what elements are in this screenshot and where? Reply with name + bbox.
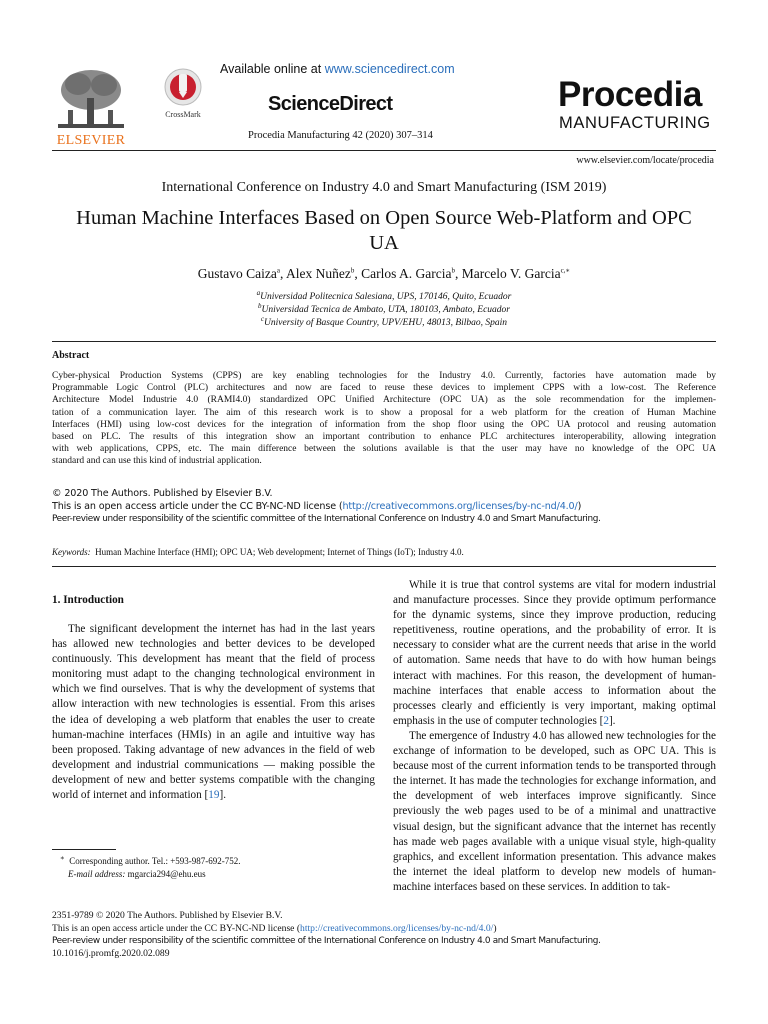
left-column <box>52 622 375 803</box>
footer-license-link[interactable]: http://creativecommons.org/licenses/by-nc-nd/4.0/ <box>300 922 494 934</box>
abstract-line: with web applications, CPPS, etc. The main difference between the solutions available is that the user may have no knowledge of the OPC UA <box>52 444 716 455</box>
doi[interactable]: 10.1016/j.promfg.2020.02.089 <box>52 947 170 959</box>
right-column <box>393 578 716 921</box>
manufacturing-wordmark: MANUFACTURING <box>559 114 711 132</box>
corresponding-author: ∗ Corresponding author. Tel.: +593-987-692-752. <box>60 854 241 866</box>
abstract-heading: Abstract <box>52 350 90 361</box>
author: Carlos A. Garcia$^b$, <box>361 266 462 281</box>
sciencedirect-wordmark: ScienceDirect <box>268 93 393 115</box>
abstract-line: Interfaces (HMI) using low-cost devices for the integration of information from the shop floor using the OPC UA protocol and reusing automation <box>52 419 716 430</box>
conference-name: International Conference on Industry 4.0 and Smart Manufacturing (ISM 2019) <box>161 180 607 195</box>
elsevier-logo <box>52 66 130 148</box>
header-rule <box>52 150 716 151</box>
keywords-text: Human Machine Interface (HMI); OPC UA; Web development; Internet of Things (IoT); Industry 4.0. <box>95 547 464 557</box>
abstract-line: Cyber-physical Production Systems (CPPS) are key enabling technologies for the Industry 4.0. Currently, factories have automation made by <box>52 371 716 381</box>
intro-paragraph-1: The significant development the internet has had in the last years has allowed new technologies and better devices to be developed continuously. This development has meant that the field of process monitoring must adapt to the changing technological environment in which we find ourselves. That is why the development of systems that allow interaction with new technologies is essential. From this arises the idea of developing a web platform that enables the user to create human-machine interfaces (HMIs) in an agile and intuitive way has been proposed. Taking advantage of new advances in the field of web development and industrial communications — making possible the development of new and better systems compatible with the changing world of internet and information [19]. <box>52 623 375 802</box>
abstract-line: Architecture Model Industrie 4.0 (RAMI4.0) standardized OPC Unified Architecture (OPC UA) as the sole recommendation for the implemen- <box>52 395 716 406</box>
journal-url[interactable]: www.elsevier.com/locate/procedia <box>576 155 714 166</box>
paper-title-line-1: Human Machine Interfaces Based on Open Source Web-Platform and OPC <box>76 207 692 229</box>
abstract-body <box>52 370 716 468</box>
available-online <box>220 62 455 76</box>
citation-link[interactable]: 19 <box>208 789 220 802</box>
right-paragraph-2: The emergence of Industry 4.0 has allowed new technologies for the exchange of information to be developed, such as OPC UA. This is because most of the current information tends to be transported through the internet. It has made the technologies for exchange information, and the development of web interfaces improve significantly. Since previously the web pages used to be of a minimal and unattractive visual design, but the significant advance that the internet has recently has made web pages available with a unique visual style, high-quality graphics, and excellent information presentation. This advance makes the internet the ideal platform to develop new models of human-machine interfaces based on these services. In addition to tak- <box>393 729 716 893</box>
crossmark-icon <box>164 68 202 106</box>
abstract-line: tation of a communication layer. The aim of this research work is to show a proposal for a web platform for the creation of Human Machine <box>52 407 716 418</box>
abstract-rule <box>52 341 716 342</box>
footnote-rule <box>52 849 116 850</box>
footnote <box>52 855 375 880</box>
citation-link[interactable]: 2 <box>603 714 609 727</box>
procedia-brand <box>558 76 718 132</box>
footer-open-access: This is an open access article under the CC BY-NC-ND license (http://creativecommons.org/licenses/by-nc-nd/4.0/) <box>52 922 497 934</box>
peer-review-line: Peer-review under responsibility of the scientific committee of the International Conference on Industry 4.0 and Smart Manufacturing. <box>52 514 601 525</box>
sciencedirect-link[interactable]: www.sciencedirect.com <box>324 62 455 76</box>
copyright-line: © 2020 The Authors. Published by Elsevier B.V. <box>52 488 273 499</box>
affiliation: $^a$Universidad Politecnica Salesiana, UPS, 170146, Quito, Ecuador <box>256 288 512 302</box>
right-paragraph-1: While it is true that control systems are vital for modern industrial and manufacture processes. Since they provide optimum performance for the dynamic systems, since they improve production, reducing repetitiveness, routine operations, and the probability of error. It is necessary to consider what are the current needs that arise in the world of automation. Same needs that have to do with how human beings interact with machines. For this reason, the development of human-machine interfaces that enable access to information about the processes clearly and efficiently is very important, making optimal emphasis in the use of computer technologies [2]. <box>393 579 716 727</box>
author: Marcelo V. Garcia$^{c,∗}$ <box>461 266 571 281</box>
author-list <box>0 266 768 282</box>
page-footer <box>52 910 716 960</box>
available-online-text: Available online at <box>220 62 325 76</box>
abstract-line: Programmable Logic Control (PLC) architectures and now are faced to reuse these devices to implement CPPS with a low-cost. The Reference <box>52 383 716 394</box>
keywords-rule <box>52 566 716 567</box>
license-link[interactable]: http://creativecommons.org/licenses/by-nc-nd/4.0/ <box>342 500 578 512</box>
crossmark-badge[interactable] <box>158 68 208 120</box>
open-access-line: This is an open access article under the CC BY-NC-ND license (http://creativecommons.org/licenses/by-nc-nd/4.0/) <box>52 500 582 512</box>
affiliation-list <box>0 288 768 330</box>
affiliation: $^c$University of Basque Country, UPV/EHU, 48013, Bilbao, Spain <box>260 314 508 328</box>
section-heading: 1. Introduction <box>52 594 124 606</box>
journal-reference: Procedia Manufacturing 42 (2020) 307–314 <box>248 130 433 141</box>
footer-peer-review: Peer-review under responsibility of the scientific committee of the International Conference on Industry 4.0 and Smart Manufacturing. <box>52 936 601 947</box>
paper-title-line-2: UA <box>369 232 399 254</box>
crossmark-label: CrossMark <box>165 110 201 119</box>
affiliation: $^b$Universidad Tecnica de Ambato, UTA, 180103, Ambato, Ecuador <box>258 301 510 315</box>
license-block <box>52 488 716 526</box>
keywords <box>52 547 716 557</box>
elsevier-wordmark: ELSEVIER <box>56 133 126 148</box>
author: Gustavo Caiza$^a$, <box>197 266 287 281</box>
author: Alex Nuñez$^b$, <box>286 266 362 281</box>
keywords-label: Keywords: <box>52 547 91 557</box>
author-email: E-mail address: mgarcia294@ehu.eus <box>68 868 206 879</box>
abstract-line: standard and can use this kind of industrial application. <box>52 456 262 467</box>
procedia-wordmark: Procedia <box>558 75 702 114</box>
issn-line: 2351-9789 © 2020 The Authors. Published by Elsevier B.V. <box>52 910 283 921</box>
paper-title <box>0 206 768 256</box>
abstract-line: based on PLC. The results of this integration show an important contribution to enhance PLC architectures interoperability, allowing integration <box>52 432 716 443</box>
elsevier-tree-icon <box>52 66 130 134</box>
